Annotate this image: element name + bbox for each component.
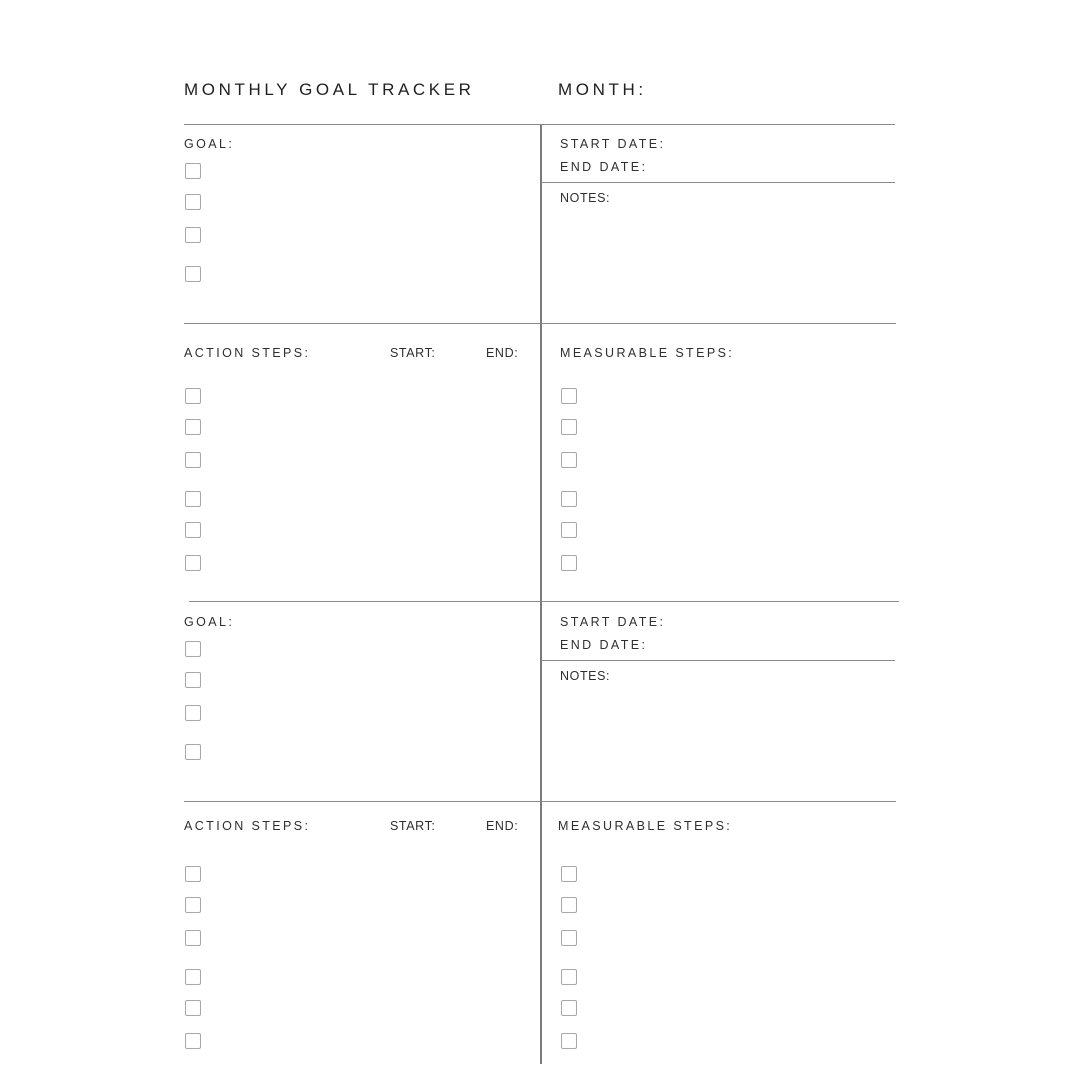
goal-label: GOAL: [184,137,235,151]
action-step-checkbox[interactable] [185,388,201,404]
action-step-checkbox[interactable] [185,1033,201,1049]
action-step-checkbox[interactable] [185,897,201,913]
measurable-step-checkbox[interactable] [561,1000,577,1016]
end-date-label: END DATE: [560,638,648,652]
notes-label: NOTES: [560,669,611,683]
action-steps-label: ACTION STEPS: [184,346,311,360]
measurable-step-checkbox[interactable] [561,1033,577,1049]
measurable-step-checkbox[interactable] [561,555,577,571]
action-step-checkbox[interactable] [185,930,201,946]
column-divider [540,124,542,1064]
goal-checkbox[interactable] [185,266,201,282]
divider-section-1a [184,323,896,324]
action-step-checkbox[interactable] [185,491,201,507]
measurable-steps-label: MEASURABLE STEPS: [558,819,733,833]
divider-section-2a [184,801,896,802]
goal-checkbox[interactable] [185,705,201,721]
action-step-checkbox[interactable] [185,452,201,468]
notes-label: NOTES: [560,191,611,205]
measurable-step-checkbox[interactable] [561,491,577,507]
divider-section-2 [189,601,899,602]
start-date-label: START DATE: [560,137,666,151]
month-label: MONTH: [558,80,647,99]
measurable-step-checkbox[interactable] [561,452,577,468]
action-step-checkbox[interactable] [185,866,201,882]
action-step-checkbox[interactable] [185,969,201,985]
divider-dates-2 [541,660,895,661]
measurable-step-checkbox[interactable] [561,388,577,404]
action-step-checkbox[interactable] [185,522,201,538]
measurable-steps-label: MEASURABLE STEPS: [560,346,735,360]
divider-dates-1 [541,182,895,183]
measurable-step-checkbox[interactable] [561,866,577,882]
measurable-step-checkbox[interactable] [561,969,577,985]
measurable-step-checkbox[interactable] [561,897,577,913]
divider-top [184,124,895,125]
action-start-label: START: [390,819,436,833]
goal-label: GOAL: [184,615,235,629]
action-step-checkbox[interactable] [185,555,201,571]
goal-checkbox[interactable] [185,744,201,760]
action-step-checkbox[interactable] [185,1000,201,1016]
start-date-label: START DATE: [560,615,666,629]
measurable-step-checkbox[interactable] [561,522,577,538]
action-start-label: START: [390,346,436,360]
page-title: MONTHLY GOAL TRACKER [184,80,475,99]
measurable-step-checkbox[interactable] [561,419,577,435]
goal-checkbox[interactable] [185,227,201,243]
action-step-checkbox[interactable] [185,419,201,435]
action-end-label: END: [486,819,519,833]
action-steps-label: ACTION STEPS: [184,819,311,833]
measurable-step-checkbox[interactable] [561,930,577,946]
goal-checkbox[interactable] [185,194,201,210]
action-end-label: END: [486,346,519,360]
goal-checkbox[interactable] [185,672,201,688]
goal-checkbox[interactable] [185,641,201,657]
end-date-label: END DATE: [560,160,648,174]
goal-checkbox[interactable] [185,163,201,179]
